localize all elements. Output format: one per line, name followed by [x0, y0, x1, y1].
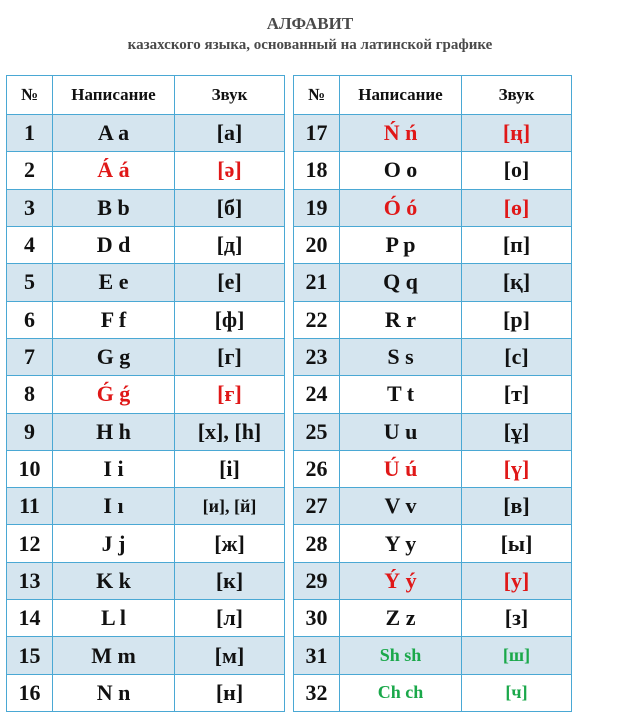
- table-row: [294, 413, 572, 450]
- table-row: [7, 525, 285, 562]
- table-row: [294, 115, 572, 152]
- table-row: [294, 562, 572, 599]
- table-row: [294, 376, 572, 413]
- letter-spelling: Ń ń: [340, 115, 462, 152]
- table-row: [7, 488, 285, 525]
- letter-sound: [ы]: [462, 525, 572, 562]
- letter-sound: [ү]: [462, 450, 572, 487]
- letter-number: 2: [7, 152, 53, 189]
- letter-sound: [і]: [175, 450, 285, 487]
- letter-sound: [х], [һ]: [175, 413, 285, 450]
- table-row: [7, 226, 285, 263]
- letter-number: 12: [7, 525, 53, 562]
- letter-sound: [а]: [175, 115, 285, 152]
- letter-sound: [е]: [175, 264, 285, 301]
- letter-spelling: Ý ý: [340, 562, 462, 599]
- letter-number: 29: [294, 562, 340, 599]
- letter-number: 1: [7, 115, 53, 152]
- header-number: №: [7, 76, 53, 115]
- letter-number: 26: [294, 450, 340, 487]
- letter-sound: [у]: [462, 562, 572, 599]
- letter-number: 11: [7, 488, 53, 525]
- letter-sound: [т]: [462, 376, 572, 413]
- table-row: [7, 152, 285, 189]
- letter-spelling: A a: [53, 115, 175, 152]
- letter-spelling: E e: [53, 264, 175, 301]
- letter-number: 25: [294, 413, 340, 450]
- letter-number: 13: [7, 562, 53, 599]
- letter-number: 8: [7, 376, 53, 413]
- letter-spelling: Q q: [340, 264, 462, 301]
- table-row: [7, 637, 285, 674]
- letter-number: 7: [7, 338, 53, 375]
- letter-sound: [з]: [462, 600, 572, 637]
- table-row: [294, 637, 572, 674]
- table-row: [294, 525, 572, 562]
- alphabet-rows-left: [7, 115, 285, 712]
- letter-number: 24: [294, 376, 340, 413]
- table-row: [294, 338, 572, 375]
- letter-spelling: V v: [340, 488, 462, 525]
- table-row: [294, 301, 572, 338]
- letter-sound: [л]: [175, 600, 285, 637]
- letter-spelling: Z z: [340, 600, 462, 637]
- table-row: [7, 189, 285, 226]
- table-row: [7, 674, 285, 711]
- letter-spelling: Ch ch: [340, 674, 462, 711]
- letter-number: 20: [294, 226, 340, 263]
- letter-number: 16: [7, 674, 53, 711]
- letter-spelling: I i: [53, 450, 175, 487]
- letter-spelling: T t: [340, 376, 462, 413]
- letter-spelling: S s: [340, 338, 462, 375]
- letter-sound: [б]: [175, 189, 285, 226]
- letter-spelling: B b: [53, 189, 175, 226]
- header-spelling: Написание: [53, 76, 175, 115]
- letter-sound: [к]: [175, 562, 285, 599]
- letter-number: 28: [294, 525, 340, 562]
- table-row: [7, 264, 285, 301]
- letter-number: 15: [7, 637, 53, 674]
- table-row: [294, 152, 572, 189]
- letter-spelling: G g: [53, 338, 175, 375]
- letter-sound: [н]: [175, 674, 285, 711]
- letter-spelling: Ǵ ǵ: [53, 376, 175, 413]
- letter-number: 18: [294, 152, 340, 189]
- header-spelling: Написание: [340, 76, 462, 115]
- letter-sound: [м]: [175, 637, 285, 674]
- table-header-row: [294, 76, 572, 115]
- letter-number: 5: [7, 264, 53, 301]
- letter-spelling: U u: [340, 413, 462, 450]
- letter-sound: [ұ]: [462, 413, 572, 450]
- letter-sound: [ф]: [175, 301, 285, 338]
- table-row: [294, 189, 572, 226]
- letter-spelling: L l: [53, 600, 175, 637]
- alphabet-table-left: [6, 75, 285, 712]
- table-header-row: [7, 76, 285, 115]
- table-row: [7, 600, 285, 637]
- alphabet-table-right: [293, 75, 572, 712]
- letter-spelling: J j: [53, 525, 175, 562]
- table-row: [294, 674, 572, 711]
- table-row: [7, 115, 285, 152]
- page-subtitle: казахского языка, основанный на латинской графике: [127, 37, 493, 53]
- letter-sound: [қ]: [462, 264, 572, 301]
- letter-number: 3: [7, 189, 53, 226]
- table-row: [7, 562, 285, 599]
- letter-number: 10: [7, 450, 53, 487]
- letter-sound: [д]: [175, 226, 285, 263]
- letter-sound: [ә]: [175, 152, 285, 189]
- page-title: АЛФАВИТ: [266, 14, 354, 33]
- letter-spelling: M m: [53, 637, 175, 674]
- letter-number: 30: [294, 600, 340, 637]
- letter-number: 17: [294, 115, 340, 152]
- table-row: [7, 301, 285, 338]
- table-row: [294, 226, 572, 263]
- table-row: [7, 450, 285, 487]
- letter-number: 9: [7, 413, 53, 450]
- letter-sound: [г]: [175, 338, 285, 375]
- letter-sound: [ң]: [462, 115, 572, 152]
- letter-number: 4: [7, 226, 53, 263]
- table-row: [7, 376, 285, 413]
- letter-sound: [ғ]: [175, 376, 285, 413]
- letter-sound: [ч]: [462, 674, 572, 711]
- letter-spelling: N n: [53, 674, 175, 711]
- letter-spelling: I ı: [53, 488, 175, 525]
- alphabet-rows-right: [294, 115, 572, 712]
- letter-sound: [ө]: [462, 189, 572, 226]
- letter-sound: [с]: [462, 338, 572, 375]
- letter-sound: [ш]: [462, 637, 572, 674]
- letter-number: 23: [294, 338, 340, 375]
- letter-spelling: Ú ú: [340, 450, 462, 487]
- table-row: [7, 413, 285, 450]
- table-row: [7, 338, 285, 375]
- header-sound: Звук: [462, 76, 572, 115]
- table-row: [294, 600, 572, 637]
- letter-number: 31: [294, 637, 340, 674]
- letter-sound: [п]: [462, 226, 572, 263]
- letter-spelling: F f: [53, 301, 175, 338]
- letter-number: 21: [294, 264, 340, 301]
- letter-sound: [в]: [462, 488, 572, 525]
- letter-number: 6: [7, 301, 53, 338]
- letter-number: 14: [7, 600, 53, 637]
- letter-sound: [р]: [462, 301, 572, 338]
- letter-spelling: Y y: [340, 525, 462, 562]
- letter-number: 22: [294, 301, 340, 338]
- letter-number: 32: [294, 674, 340, 711]
- letter-sound: [ж]: [175, 525, 285, 562]
- table-row: [294, 264, 572, 301]
- letter-spelling: R r: [340, 301, 462, 338]
- header-sound: Звук: [175, 76, 285, 115]
- letter-spelling: P p: [340, 226, 462, 263]
- letter-sound: [о]: [462, 152, 572, 189]
- letter-spelling: O o: [340, 152, 462, 189]
- letter-spelling: D d: [53, 226, 175, 263]
- header-number: №: [294, 76, 340, 115]
- table-row: [294, 488, 572, 525]
- letter-number: 19: [294, 189, 340, 226]
- letter-spelling: K k: [53, 562, 175, 599]
- letter-number: 27: [294, 488, 340, 525]
- letter-spelling: H h: [53, 413, 175, 450]
- table-row: [294, 450, 572, 487]
- letter-spelling: Ó ó: [340, 189, 462, 226]
- letter-sound: [и], [й]: [175, 488, 285, 525]
- letter-spelling: Sh sh: [340, 637, 462, 674]
- letter-spelling: Á á: [53, 152, 175, 189]
